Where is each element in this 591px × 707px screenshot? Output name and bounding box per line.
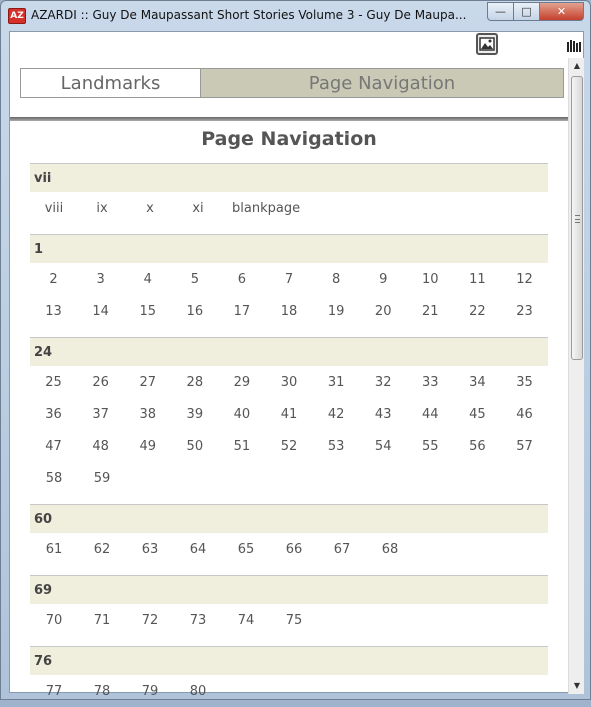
page-row (30, 192, 548, 224)
page-link[interactable]: 43 (374, 406, 392, 422)
page-link[interactable]: 31 (327, 374, 345, 390)
page-link[interactable]: 50 (186, 438, 204, 454)
page-link[interactable]: 64 (189, 541, 207, 557)
page-link[interactable]: 67 (333, 541, 351, 557)
page-link[interactable]: 52 (280, 438, 298, 454)
azardi-app-icon[interactable]: AZ (8, 8, 26, 24)
page-link[interactable]: 8 (331, 271, 341, 287)
page-navigation-list (10, 128, 568, 699)
page-link[interactable]: 13 (45, 303, 62, 319)
vertical-scrollbar[interactable] (568, 58, 584, 694)
page-row (30, 462, 548, 494)
page-link[interactable]: ix (96, 200, 108, 216)
page-link[interactable]: 11 (469, 271, 486, 287)
library-icon[interactable] (567, 37, 581, 49)
scroll-thumb[interactable] (571, 76, 583, 360)
window-title: AZARDI :: Guy De Maupassant Short Stories Volume 3 - Guy De Maupa... (31, 8, 467, 22)
page-link[interactable]: 59 (93, 470, 111, 486)
page-link[interactable]: 12 (516, 271, 533, 287)
page-link[interactable]: 77 (45, 683, 63, 699)
minimize-button[interactable]: — (487, 2, 514, 21)
page-link[interactable]: blankpage (232, 200, 301, 216)
page-link[interactable]: 55 (422, 438, 439, 454)
tab-page-navigation[interactable]: Page Navigation (201, 69, 563, 97)
page-link[interactable]: 20 (374, 303, 392, 319)
page-link[interactable]: 45 (469, 406, 486, 422)
reader-panel (9, 31, 584, 699)
page-link[interactable]: 2 (49, 271, 58, 287)
page-link[interactable]: 47 (45, 438, 62, 454)
close-button[interactable]: ✕ (540, 2, 584, 21)
page-link[interactable]: viii (44, 200, 64, 216)
page-row (30, 430, 548, 462)
panel-tabs (20, 68, 564, 98)
page-link[interactable]: 15 (139, 303, 156, 319)
page-link[interactable]: 23 (516, 303, 533, 319)
page-link[interactable]: x (146, 200, 154, 216)
page-link[interactable]: 9 (379, 271, 388, 287)
page-link[interactable]: 3 (96, 271, 105, 287)
page-row (30, 675, 548, 707)
page-group-header[interactable]: 24 (30, 337, 548, 366)
page-link[interactable]: 10 (422, 271, 439, 287)
page-group-header[interactable]: 76 (30, 646, 548, 675)
page-group (30, 646, 548, 707)
page-link[interactable]: 46 (516, 406, 533, 422)
page-link[interactable]: 4 (143, 271, 152, 287)
page-link[interactable]: 7 (284, 271, 294, 287)
page-group-header[interactable]: 60 (30, 504, 548, 533)
page-link[interactable]: 62 (93, 541, 111, 557)
page-link[interactable]: 54 (374, 438, 392, 454)
page-link[interactable]: 17 (233, 303, 251, 319)
page-link[interactable]: 21 (422, 303, 439, 319)
page-link[interactable]: 28 (186, 374, 204, 390)
page-link[interactable]: 49 (139, 438, 156, 454)
page-link[interactable]: 5 (190, 271, 199, 287)
page-link[interactable]: 32 (374, 374, 392, 390)
page-group (30, 163, 548, 224)
page-link[interactable]: 70 (45, 612, 63, 628)
page-link[interactable]: xi (192, 200, 204, 216)
section-divider (10, 117, 568, 121)
scroll-down-arrow-icon[interactable]: ▼ (573, 681, 581, 690)
page-link[interactable]: 26 (92, 374, 109, 390)
page-link[interactable]: 34 (469, 374, 486, 390)
title-bar[interactable] (1, 1, 590, 31)
page-link[interactable]: 41 (280, 406, 298, 422)
page-link[interactable]: 58 (45, 470, 63, 486)
page-link[interactable]: 39 (186, 406, 204, 422)
maximize-button[interactable]: □ (514, 2, 540, 21)
page-link[interactable]: 65 (237, 541, 255, 557)
page-link[interactable]: 40 (233, 406, 251, 422)
page-link[interactable]: 35 (516, 374, 533, 390)
page-title: Page Navigation (201, 128, 377, 150)
page-link[interactable]: 48 (92, 438, 109, 454)
page-link[interactable]: 57 (516, 438, 533, 454)
scroll-up-arrow-icon[interactable]: ▲ (573, 61, 581, 70)
page-group-header[interactable]: 1 (30, 234, 548, 263)
page-link[interactable]: 68 (381, 541, 399, 557)
page-link[interactable]: 73 (189, 612, 207, 628)
page-link[interactable]: 79 (141, 683, 159, 699)
page-link[interactable]: 51 (233, 438, 251, 454)
page-group (30, 504, 548, 565)
page-link[interactable]: 37 (92, 406, 109, 422)
page-link[interactable]: 36 (45, 406, 62, 422)
page-link[interactable]: 19 (327, 303, 345, 319)
tab-landmarks[interactable]: Landmarks (21, 69, 201, 97)
page-link[interactable]: 14 (92, 303, 109, 319)
page-link[interactable]: 80 (189, 683, 207, 699)
page-link[interactable]: 71 (93, 612, 111, 628)
page-link[interactable]: 25 (45, 374, 62, 390)
page-group (30, 575, 548, 636)
page-row (30, 533, 548, 565)
page-link[interactable]: 30 (280, 374, 298, 390)
page-group-header[interactable]: 69 (30, 575, 548, 604)
page-link[interactable]: 63 (141, 541, 159, 557)
page-link[interactable]: 74 (237, 612, 255, 628)
page-link[interactable]: 22 (469, 303, 486, 319)
page-group-header[interactable]: vii (30, 163, 548, 192)
page-link[interactable]: 56 (469, 438, 486, 454)
page-row (30, 263, 548, 295)
page-link[interactable]: 29 (233, 374, 251, 390)
page-link[interactable]: 6 (237, 271, 247, 287)
panel-toolbar (10, 32, 585, 60)
page-group (30, 234, 548, 327)
page-link[interactable]: 53 (327, 438, 345, 454)
page-link[interactable]: 66 (285, 541, 303, 557)
page-link[interactable]: 44 (422, 406, 439, 422)
page-link[interactable]: 61 (45, 541, 63, 557)
page-link[interactable]: 42 (327, 406, 345, 422)
page-link[interactable]: 33 (422, 374, 439, 390)
page-row (30, 398, 548, 430)
page-link[interactable]: 38 (139, 406, 156, 422)
page-link[interactable]: 16 (186, 303, 204, 319)
image-icon[interactable] (476, 33, 498, 55)
page-row (30, 366, 548, 398)
page-group (30, 337, 548, 494)
page-link[interactable]: 18 (280, 303, 298, 319)
page-link[interactable]: 27 (139, 374, 156, 390)
page-row (30, 295, 548, 327)
page-link[interactable]: 75 (285, 612, 303, 628)
page-link[interactable]: 72 (141, 612, 159, 628)
page-row (30, 604, 548, 636)
page-link[interactable]: 78 (93, 683, 111, 699)
